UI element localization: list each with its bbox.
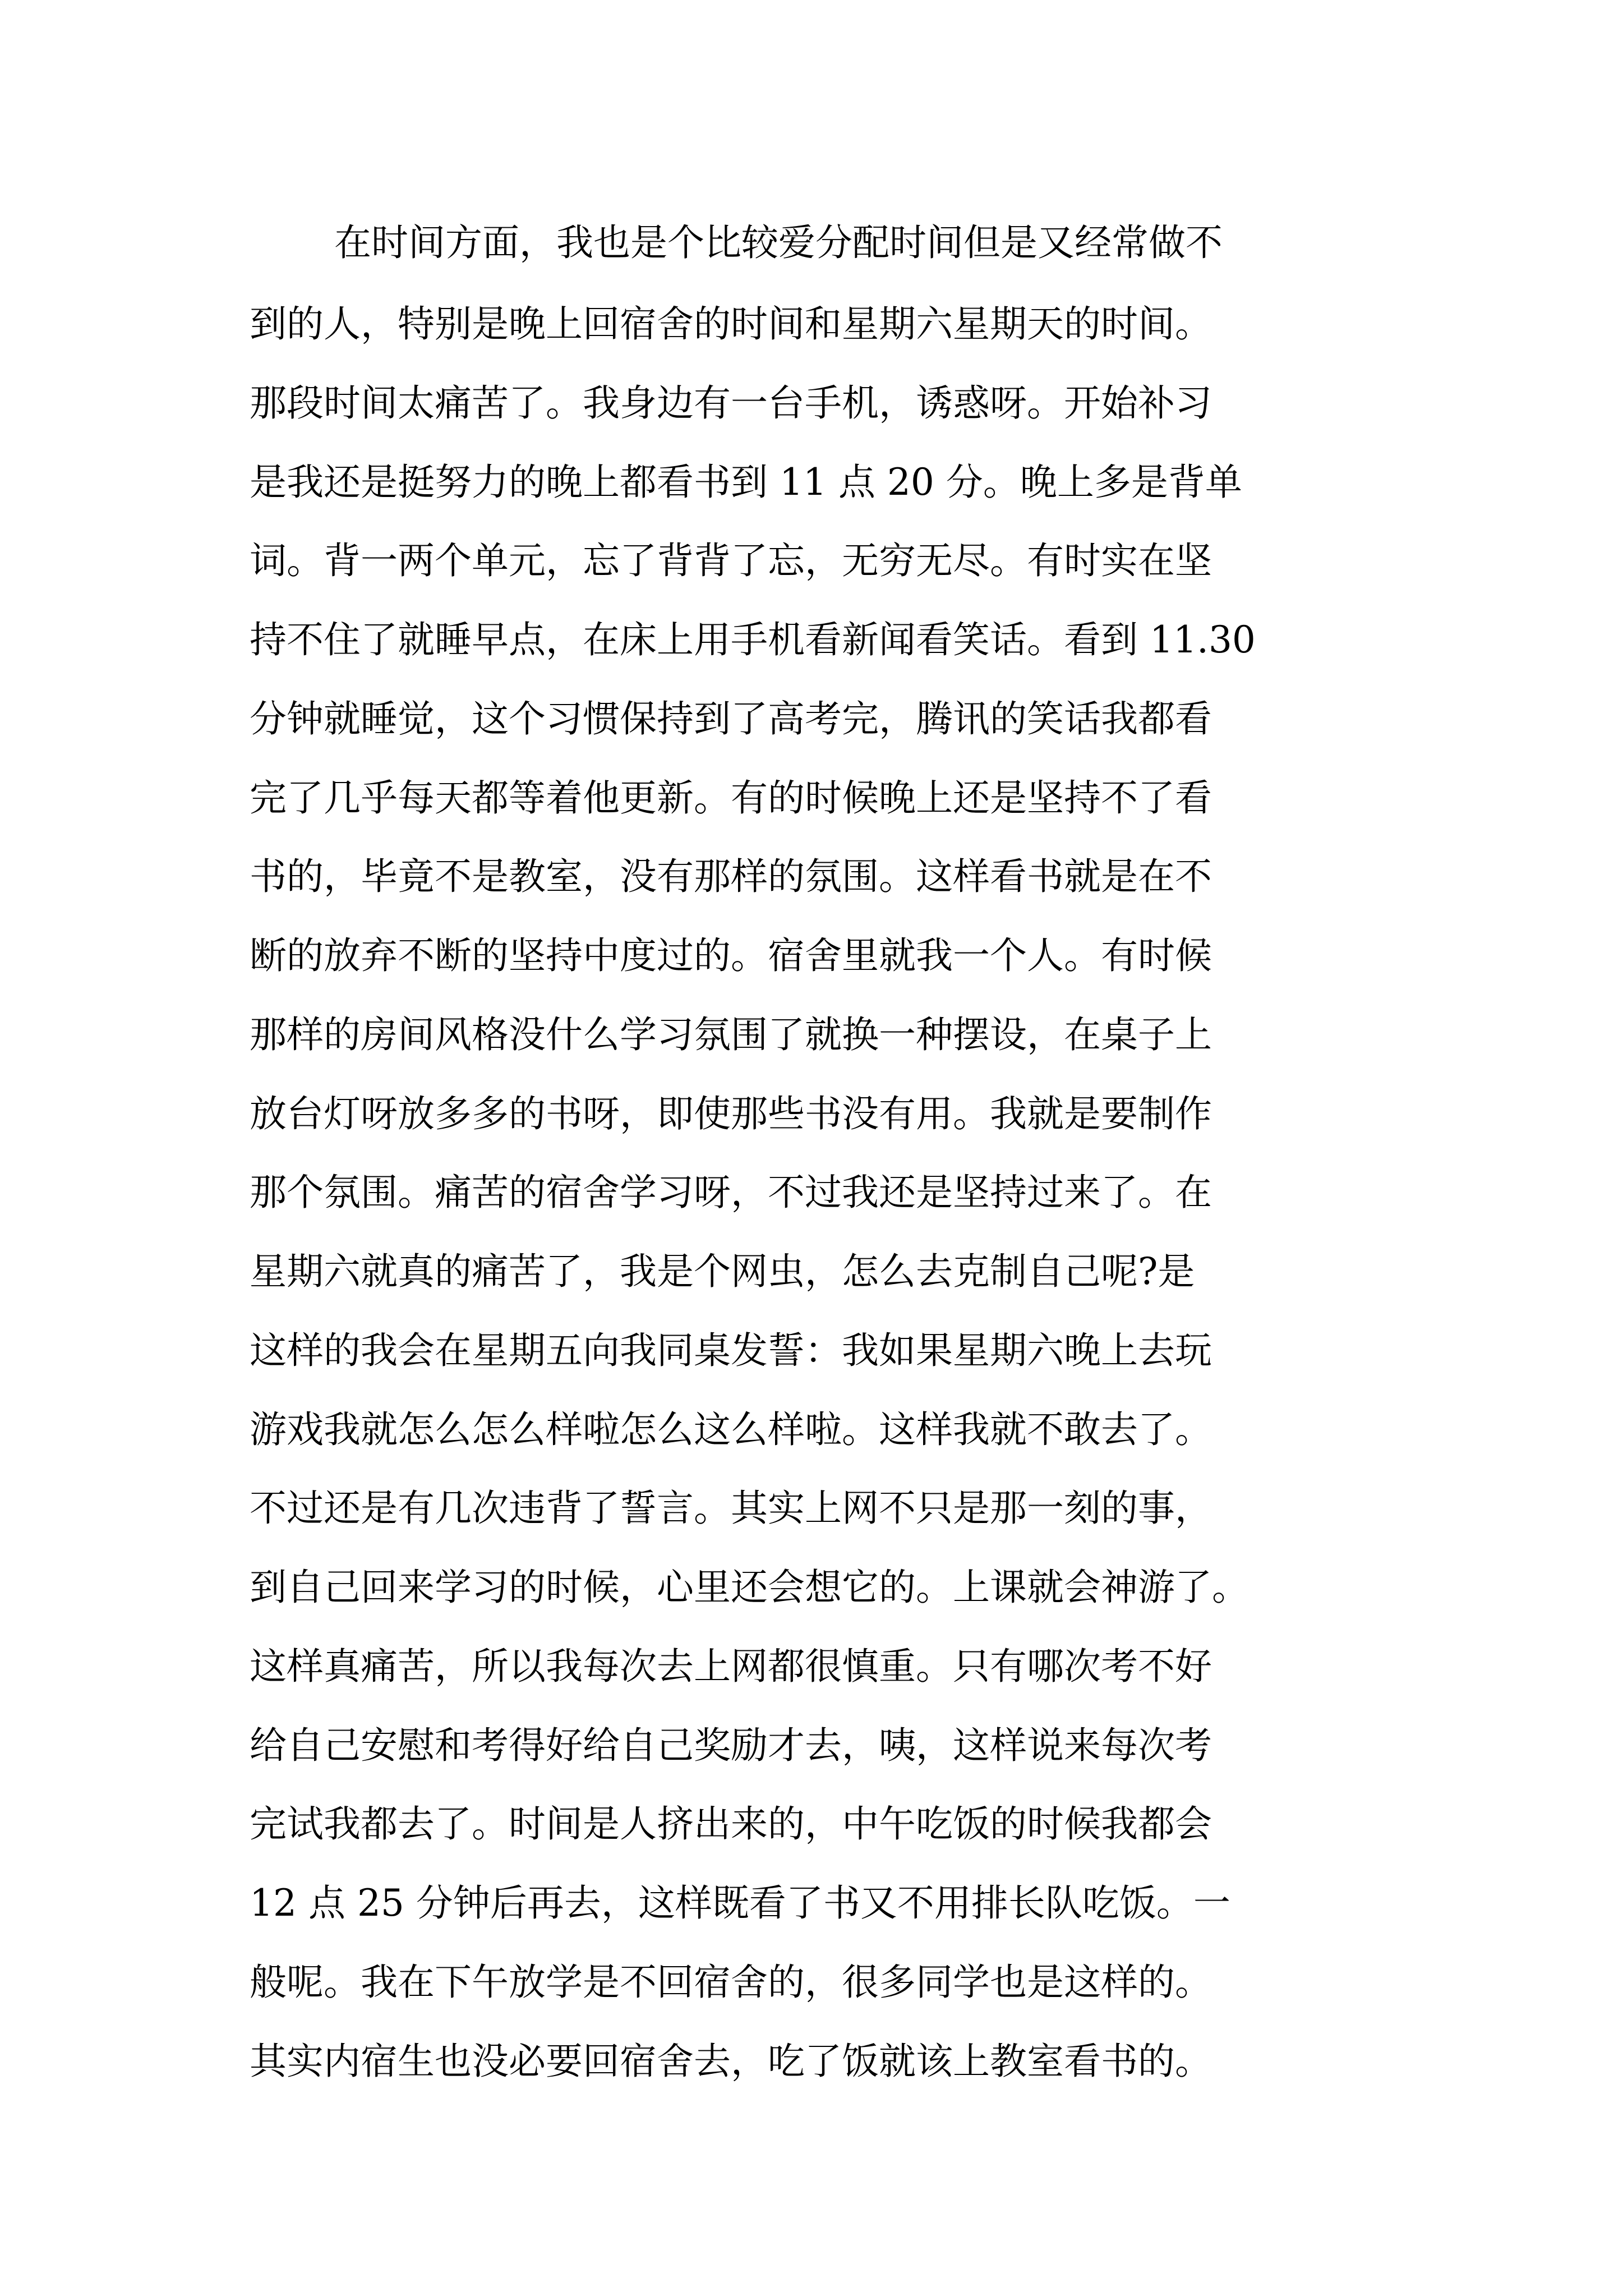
text-line: 那样的房间风格没什么学习氛围了就换一种摆设，在桌子上 [250,1013,1212,1056]
text-line: 那段时间太痛苦了。我身边有一台手机，诱惑呀。开始补习 [250,381,1212,425]
text-line: 是我还是挺努力的晚上都看书到 11 点 20 分。晚上多是背单 [250,461,1242,504]
text-line: 那个氛围。痛苦的宿舍学习呀，不过我还是坚持过来了。在 [250,1171,1212,1214]
text-line: 不过还是有几次违背了誓言。其实上网不只是那一刻的事， [250,1487,1212,1530]
text-line: 完试我都去了。时间是人挤出来的，中午吃饭的时候我都会 [250,1802,1212,1846]
text-line: 放台灯呀放多多的书呀，即使那些书没有用。我就是要制作 [250,1092,1212,1135]
text-line: 给自己安慰和考得好给自己奖励才去，咦，这样说来每次考 [250,1724,1212,1767]
text-line: 分钟就睡觉，这个习惯保持到了高考完，腾讯的笑话我都看 [250,697,1212,740]
text-line: 其实内宿生也没必要回宿舍去，吃了饭就该上教室看书的。 [250,2040,1212,2083]
text-line: 在时间方面，我也是个比较爱分配时间但是又经常做不 [334,221,1223,264]
text-line: 这样真痛苦，所以我每次去上网都很慎重。只有哪次考不好 [250,1645,1212,1688]
text-line: 般呢。我在下午放学是不回宿舍的，很多同学也是这样的。 [250,1961,1212,2004]
text-line: 到自己回来学习的时候，心里还会想它的。上课就会神游了。 [250,1566,1249,1609]
text-line: 这样的我会在星期五向我同桌发誓：我如果星期六晚上去玩 [250,1329,1212,1372]
text-line: 到的人，特别是晚上回宿舍的时间和星期六星期天的时间。 [250,302,1212,346]
text-line: 星期六就真的痛苦了，我是个网虫，怎么去克制自己呢?是 [250,1250,1195,1293]
text-line: 持不住了就睡早点，在床上用手机看新闻看笑话。看到 11.30 [250,618,1256,661]
text-line: 词。背一两个单元，忘了背背了忘，无穷无尽。有时实在坚 [250,539,1212,582]
text-line: 书的，毕竟不是教室，没有那样的氛围。这样看书就是在不 [250,855,1212,898]
text-line: 完了几乎每天都等着他更新。有的时候晚上还是坚持不了看 [250,776,1212,820]
text-line: 12 点 25 分钟后再去，这样既看了书又不用排长队吃饭。一 [250,1881,1230,1925]
text-line: 游戏我就怎么怎么样啦怎么这么样啦。这样我就不敢去了。 [250,1408,1212,1451]
text-line: 断的放弃不断的坚持中度过的。宿舍里就我一个人。有时候 [250,934,1212,977]
